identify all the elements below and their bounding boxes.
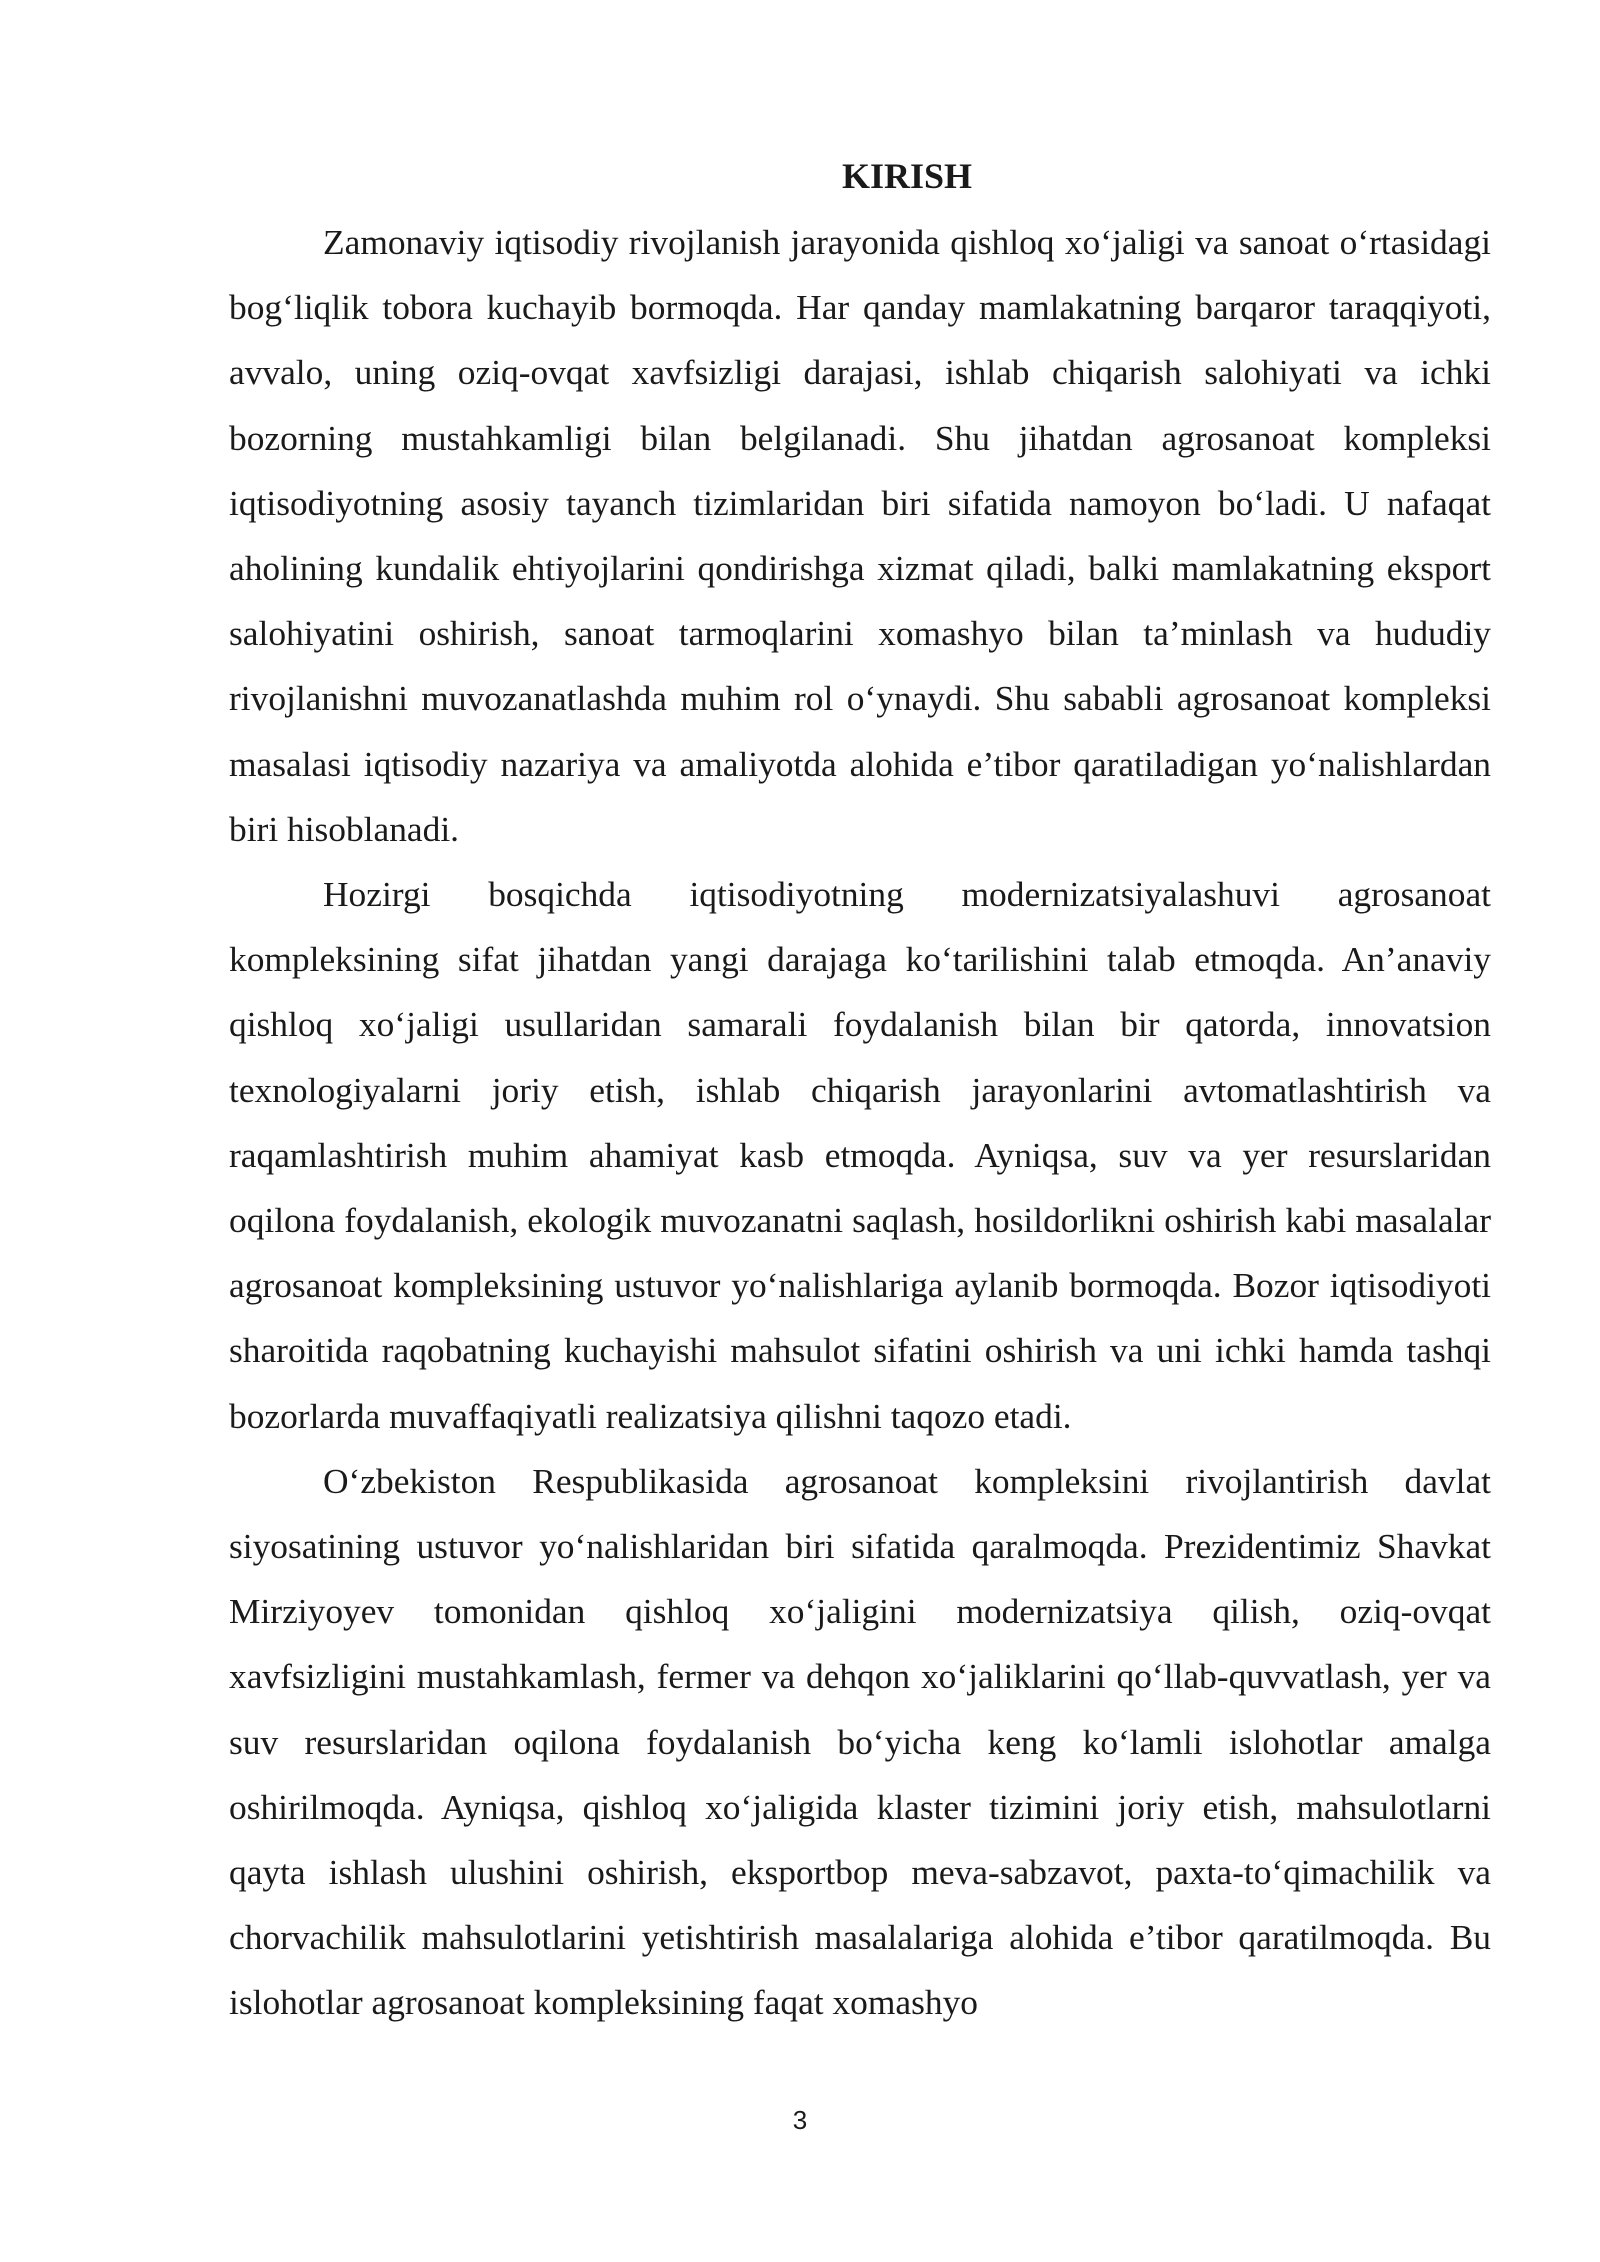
paragraph-2: Hozirgi bosqichda iqtisodiyotning modernizatsiyalashuvi agrosanoat kompleksining sifat jihatdan yangi darajaga ko‘tarilishini talab etmoqda. An’anaviy qishloq xo‘jaligi usullaridan samarali foydalanish bilan bir qatorda, innovatsion texnologiyalarni joriy etish, ishlab chiqarish jarayonlarini avtomatlashtirish va raqamlashtirish muhim ahamiyat kasb etmoqda. Ayniqsa, suv va yer resurslaridan oqilona foydalanish, ekologik muvozanatni saqlash, hosildorlikni oshirish kabi masalalar agrosanoat kompleksining ustuvor yo‘nalishlariga aylanib bormoqda. Bozor iqtisodiyoti sharoitida raqobatning kuchayishi mahsulot sifatini oshirish va uni ichki hamda tashqi bozorlarda muvaffaqiyatli realizatsiya qilishni taqozo etadi.	[229, 874, 1491, 1436]
section-heading: KIRISH	[841, 156, 973, 196]
page-number: 3	[792, 2105, 808, 2135]
paragraph-3: O‘zbekiston Respublikasida agrosanoat kompleksini rivojlantirish davlat siyosatining ustuvor yo‘nalishlaridan biri sifatida qaralmoqda. Prezidentimiz Shavkat Mirziyoyev tomonidan qishloq xo‘jaligini modernizatsiya qilish, oziq-ovqat xavfsizligini mustahkamlash, fermer va dehqon xo‘jaliklarini qo‘llab-quvvatlash, yer va suv resurslaridan oqilona foydalanish bo‘yicha keng ko‘lamli islohotlar amalga oshirilmoqda. Ayniqsa, qishloq xo‘jaligida klaster tizimini joriy etish, mahsulotlarni qayta ishlash ulushini oshirish, eksportbop meva-sabzavot, paxta-to‘qimachilik va chorvachilik mahsulotlarini yetishtirish masalalariga alohida e’tibor qaratilmoqda. Bu islohotlar agrosanoat kompleksining faqat xomashyo	[229, 1460, 1491, 2023]
page-body	[229, 150, 1491, 2036]
paragraph-1: Zamonaviy iqtisodiy rivojlanish jarayonida qishloq xo‘jaligi va sanoat o‘rtasidagi bog‘liqlik tobora kuchayib bormoqda. Har qanday mamlakatning barqaror taraqqiyoti, avvalo, uning oziq-ovqat xavfsizligi darajasi, ishlab chiqarish salohiyati va ichki bozorning mustahkamligi bilan belgilanadi. Shu jihatdan agrosanoat kompleksi iqtisodiyotning asosiy tayanch tizimlaridan biri sifatida namoyon bo‘ladi. U nafaqat aholining kundalik ehtiyojlarini qondirishga xizmat qiladi, balki mamlakatning eksport salohiyatini oshirish, sanoat tarmoqlarini xomashyo bilan ta’minlash va hududiy rivojlanishni muvozanatlashda muhim rol o‘ynaydi. Shu sababli agrosanoat kompleksi masalasi iqtisodiy nazariya va amaliyotda alohida e’tibor qaratiladigan yo‘nalishlardan biri hisoblanadi.	[229, 222, 1491, 849]
